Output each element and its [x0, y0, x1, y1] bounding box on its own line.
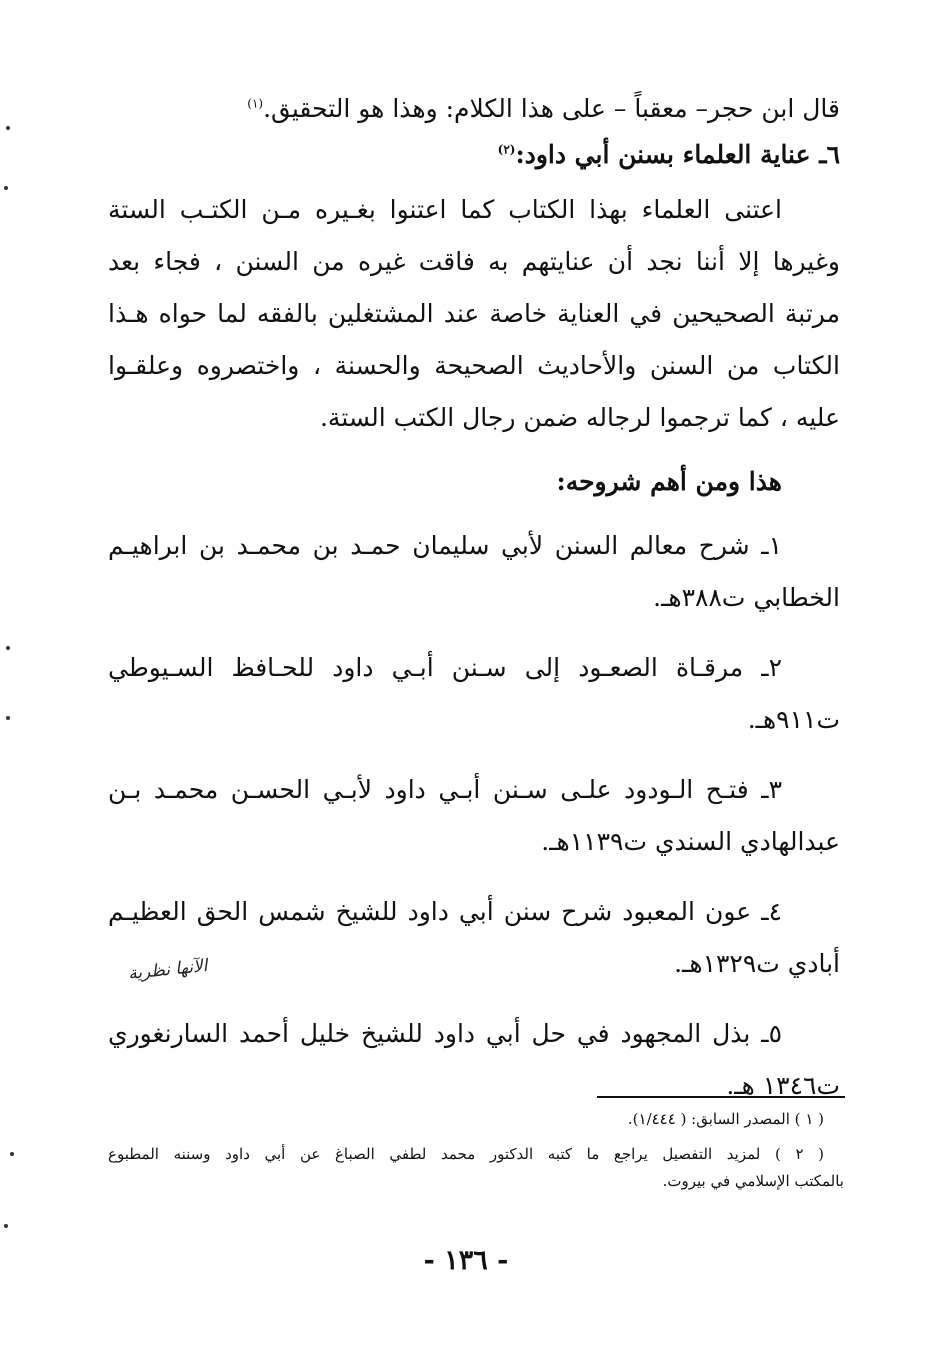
scan-mark [6, 126, 10, 130]
quote-text: قال ابن حجر– معقباً – على هذا الكلام: وهذا هو التحقيق. [263, 94, 840, 123]
section-heading [108, 138, 840, 172]
handwritten-note: الآنها نظرية [127, 955, 209, 985]
footnote-ref-1: (١) [247, 96, 264, 111]
list-item-line: ٢ـ مرقـاة الصعـود إلى سـنن أبـي داود للحـافظ السـيوطي [108, 653, 782, 682]
scan-mark [6, 646, 10, 650]
list-item [108, 642, 840, 746]
list-item [108, 764, 840, 868]
footnotes [108, 1106, 844, 1195]
footnote-2-line-2: بالمكتب الإسلامي في بيروت. [662, 1172, 844, 1190]
quote-line [108, 92, 840, 126]
scan-mark [10, 1152, 14, 1156]
list-item-line: ٣ـ فتـح الـودود علـى سـنن أبـي داود لأبـي الحسـن محمـد بـن [108, 775, 782, 804]
footnote-1: ( ١ ) المصدر السابق: ( ١/٤٤٤). [627, 1110, 824, 1128]
paragraph-line: مرتبة الصحيحين في العناية خاصة عند المشتغلين بالفقه لما حواه هـذا [108, 299, 840, 328]
page-number: - ١٣٦ - [423, 1245, 509, 1276]
section-heading-text: ٦ـ عناية العلماء بسنن أبي داود: [515, 140, 840, 169]
list-item-line: الخطابي ت٣٨٨هـ. [653, 583, 840, 612]
paragraph-line: الكتاب من السنن والأحاديث الصحيحة والحسنة ، واختصروه وعلقـوا [108, 351, 840, 380]
scan-mark [4, 1224, 8, 1228]
list-item-line: عبدالهادي السندي ت١١٣٩هـ. [541, 827, 840, 856]
list-item-line: ١ـ شرح معالم السنن لأبي سليمان حمـد بن محمـد بن ابراهيـم [108, 531, 782, 560]
footnote-divider [597, 1096, 845, 1098]
paragraph [108, 184, 840, 444]
paragraph-line: وغيرها إلا أننا نجد أن عنايتهم به فاقت غيره من السنن ، فجاء بعد [108, 247, 840, 276]
list-item-line: ت١٣٤٦ هـ. [726, 1071, 840, 1100]
paragraph-line: عليه ، كما ترجموا لرجاله ضمن رجال الكتب الستة. [319, 403, 840, 432]
list-item-line: ت٩١١هـ. [747, 705, 840, 734]
intro-line: هذا ومن أهم شروحه: [556, 467, 782, 496]
scan-mark [4, 186, 8, 190]
list-item-line: ٤ـ عون المعبود شرح سنن أبي داود للشيخ شمس الحق العظيـم [108, 897, 782, 926]
paragraph-line: اعتنى العلماء بهذا الكتاب كما اعتنوا بغـيره مـن الكتـب الستة [108, 195, 782, 224]
footnote-ref-2: (٢) [497, 142, 516, 157]
list-item-line: أبادي ت١٣٢٩هـ. [674, 949, 840, 978]
list-item [108, 886, 840, 990]
list-item-line: ٥ـ بذل المجهود في حل أبي داود للشيخ خليل أحمد السارنغوري [108, 1019, 782, 1048]
scan-mark [6, 716, 10, 720]
list-item [108, 520, 840, 624]
commentary-list [108, 520, 840, 1112]
page-body [108, 92, 840, 1112]
footnote-2-line-1: ( ٢ ) لمزيد التفصيل يراجع ما كتبه الدكتور محمد لطفي الصباغ عن أبي داود وسننه المطبوع [108, 1145, 824, 1163]
